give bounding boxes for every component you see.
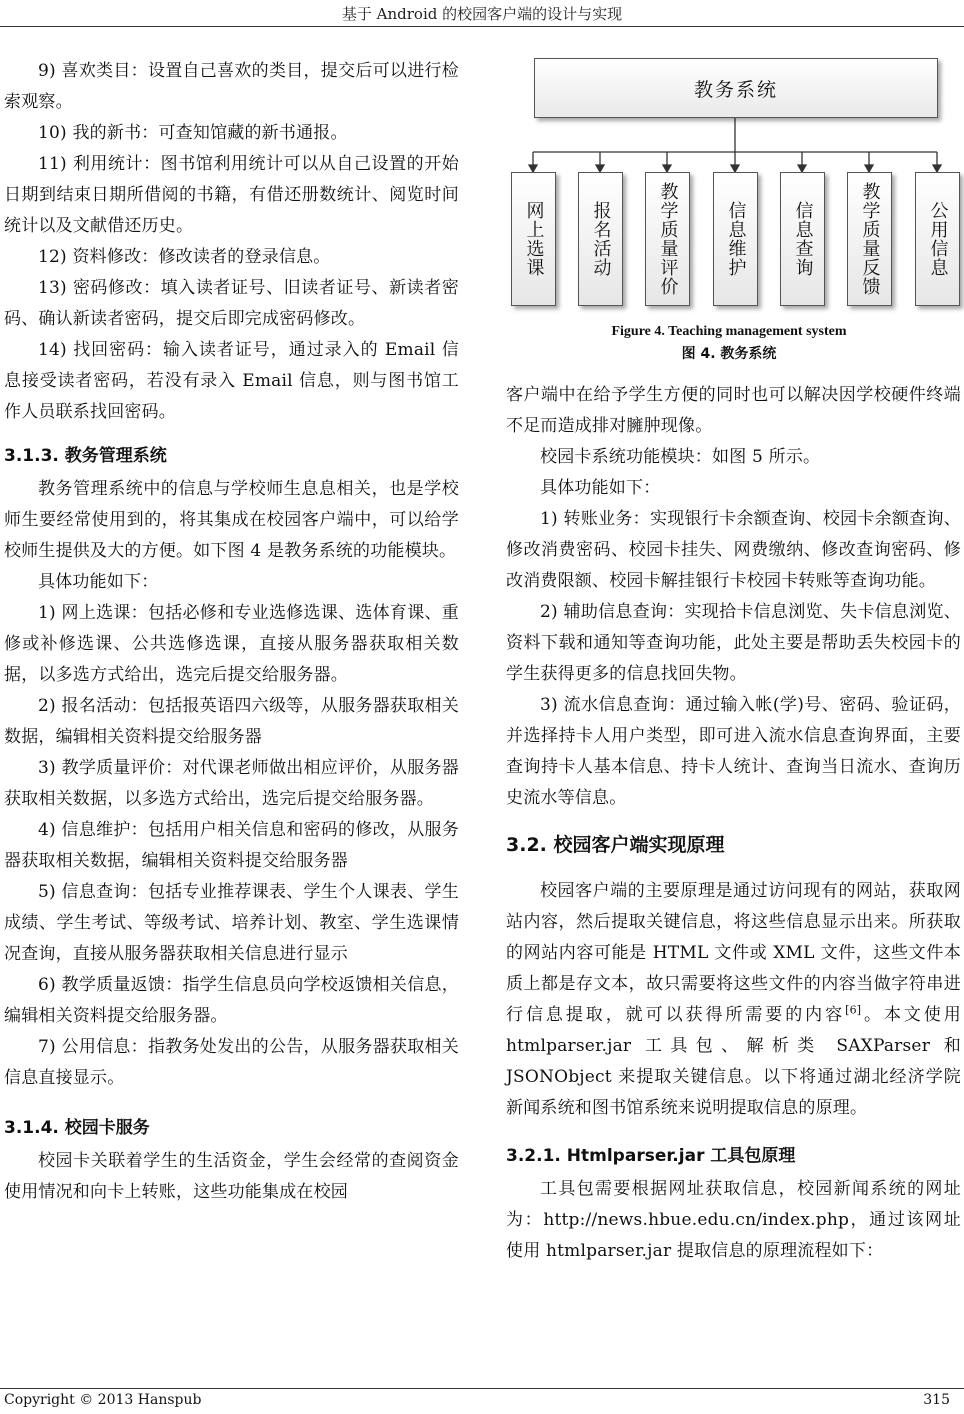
paragraph: 2) 报名活动：包括报英语四六级等，从服务器获取相关数据，编辑相关资料提交给服务器 (4, 696, 459, 747)
diagram-node (915, 172, 960, 306)
paragraph-text: 。本文使用 htmlparser.jar 工具包、解析类 SAXParser 和 JSONObject 来提取关键信息。以下将通过湖北经济学院新闻系统和图书馆系统来说明提取信息的原理。 (506, 1005, 961, 1118)
paragraph: 3) 教学质量评价：对代课老师做出相应评价，从服务器获取相关数据，以多选方式给出，选完后提交给服务器。 (4, 758, 459, 809)
figure-4-diagram (506, 56, 952, 366)
section-heading-3-1-4: 3.1.4. 校园卡服务 (4, 1118, 150, 1138)
diagram-node-label: 信息维护 (725, 201, 747, 277)
section-heading-3-1-3: 3.1.3. 教务管理系统 (4, 446, 167, 466)
paragraph (506, 876, 961, 1124)
paragraph-text: 校园客户端的主要原理是通过访问现有的网站，获取网站内容，然后提取关键信息，将这些信息显示出来。所获取的网站内容可能是 HTML 文件或 XML 文件，这些文件本质上都是存文本，故只需要将这些文件的内容当做字符串进行信息提取，就可以获得所需要的内容 (506, 881, 961, 1025)
paragraph: 具体功能如下： (540, 478, 661, 498)
diagram-node (578, 172, 623, 306)
section-heading-3-2-1: 3.2.1. Htmlparser.jar 工具包原理 (506, 1146, 796, 1166)
paragraph: 9) 喜欢类目：设置自己喜欢的类目，提交后可以进行检索观察。 (4, 61, 459, 112)
diagram-node-label: 教学质量反馈 (859, 182, 881, 296)
paragraph: 6) 教学质量返馈：指学生信息员向学校返馈相关信息，编辑相关资料提交给服务器。 (4, 975, 459, 1026)
header-rule (0, 26, 964, 27)
paragraph: 5) 信息查询：包括专业推荐课表、学生个人课表、学生成绩、学生考试、等级考试、培养计划、教室、学生选课情况查询，直接从服务器获取相关信息进行显示 (4, 882, 459, 964)
paragraph: 14) 找回密码：输入读者证号，通过录入的 Email 信息接受读者密码，若没有录入 Email 信息，则与图书馆工作人员联系找回密码。 (4, 340, 459, 422)
diagram-node-label: 教学质量评价 (657, 182, 679, 296)
running-header: 基于 Android 的校园客户端的设计与实现 (341, 5, 623, 23)
paragraph: 校园卡系统功能模块：如图 5 所示。 (540, 447, 821, 467)
paragraph: 7) 公用信息：指教务处发出的公告，从服务器获取相关信息直接显示。 (4, 1037, 459, 1088)
citation-ref: [6] (845, 1003, 862, 1017)
section-heading-3-2: 3.2. 校园客户端实现原理 (506, 834, 725, 856)
paragraph: 教务管理系统中的信息与学校师生息息相关，也是学校师生要经常使用到的，将其集成在校园客户端中，可以给学校师生提供及大的方便。如下图 4 是教务系统的功能模块。 (4, 479, 459, 561)
diagram-node (713, 172, 758, 306)
paragraph: 校园卡关联着学生的生活资金，学生会经常的查阅资金使用情况和向卡上转账，这些功能集成在校园 (4, 1151, 459, 1202)
paragraph: 3) 流水信息查询：通过输入帐(学)号、密码、验证码，并选择持卡人用户类型，即可进入流水信息查询界面，主要查询持卡人基本信息、持卡人统计、查询当日流水、查询历史流水等信息。 (506, 695, 961, 808)
paragraph: 12) 资料修改：修改读者的登录信息。 (38, 247, 331, 267)
diagram-node (645, 172, 690, 306)
diagram-node-label: 公用信息 (927, 201, 949, 277)
paragraph: 具体功能如下： (38, 572, 159, 592)
paragraph: 1) 转账业务：实现银行卡余额查询、校园卡余额查询、修改消费密码、校园卡挂失、网费缴纳、修改查询密码、修改消费限额、校园卡解挂银行卡校园卡转账等查询功能。 (506, 509, 961, 591)
diagram-node-label: 报名活动 (590, 201, 612, 277)
paragraph: 13) 密码修改：填入读者证号、旧读者证号、新读者密码、确认新读者密码，提交后即完成密码修改。 (4, 278, 459, 329)
diagram-node-label: 网上选课 (523, 201, 545, 277)
diagram-node (511, 172, 556, 306)
paragraph: 11) 利用统计：图书馆利用统计可以从自己设置的开始日期到结束日期所借阅的书籍，有借还册数统计、阅览时间统计以及文献借还历史。 (4, 154, 459, 236)
paragraph: 2) 辅助信息查询：实现拾卡信息浏览、失卡信息浏览、资料下载和通知等查询功能，此处主要是帮助丢失校园卡的学生获得更多的信息找回失物。 (506, 602, 961, 684)
paragraph: 1) 网上选课：包括必修和专业选修选课、选体育课、重修或补修选课、公共选修选课，直接从服务器获取相关数据，以多选方式给出，选完后提交给服务器。 (4, 603, 459, 685)
diagram-root-node (534, 58, 938, 118)
left-column (4, 56, 459, 1208)
paragraph: 客户端中在给予学生方便的同时也可以解决因学校硬件终端不足而造成排对臃肿现像。 (506, 385, 961, 436)
page-number: 315 (923, 1392, 950, 1408)
diagram-node-label: 信息查询 (792, 201, 814, 277)
figure-caption-zh: 图 4. 教务系统 (681, 346, 777, 362)
paragraph: 4) 信息维护：包括用户相关信息和密码的修改，从服务器获取相关数据，编辑相关资料提交给服务器 (4, 820, 459, 871)
diagram-node (780, 172, 825, 306)
diagram-node (847, 172, 892, 306)
paragraph: 工具包需要根据网址获取信息，校园新闻系统的网址为：http://news.hbue.edu.cn/index.php，通过该网址使用 htmlparser.jar 提取信息的原理流程如下： (506, 1179, 961, 1261)
footer-rule (0, 1388, 964, 1389)
diagram-root-label: 教务系统 (693, 78, 778, 101)
paragraph: 10) 我的新书：可查知馆藏的新书通报。 (38, 123, 348, 143)
figure-caption-en: Figure 4. Teaching management system (611, 324, 847, 339)
footer-copyright: Copyright © 2013 Hanspub (4, 1392, 202, 1408)
right-column (506, 380, 961, 1267)
